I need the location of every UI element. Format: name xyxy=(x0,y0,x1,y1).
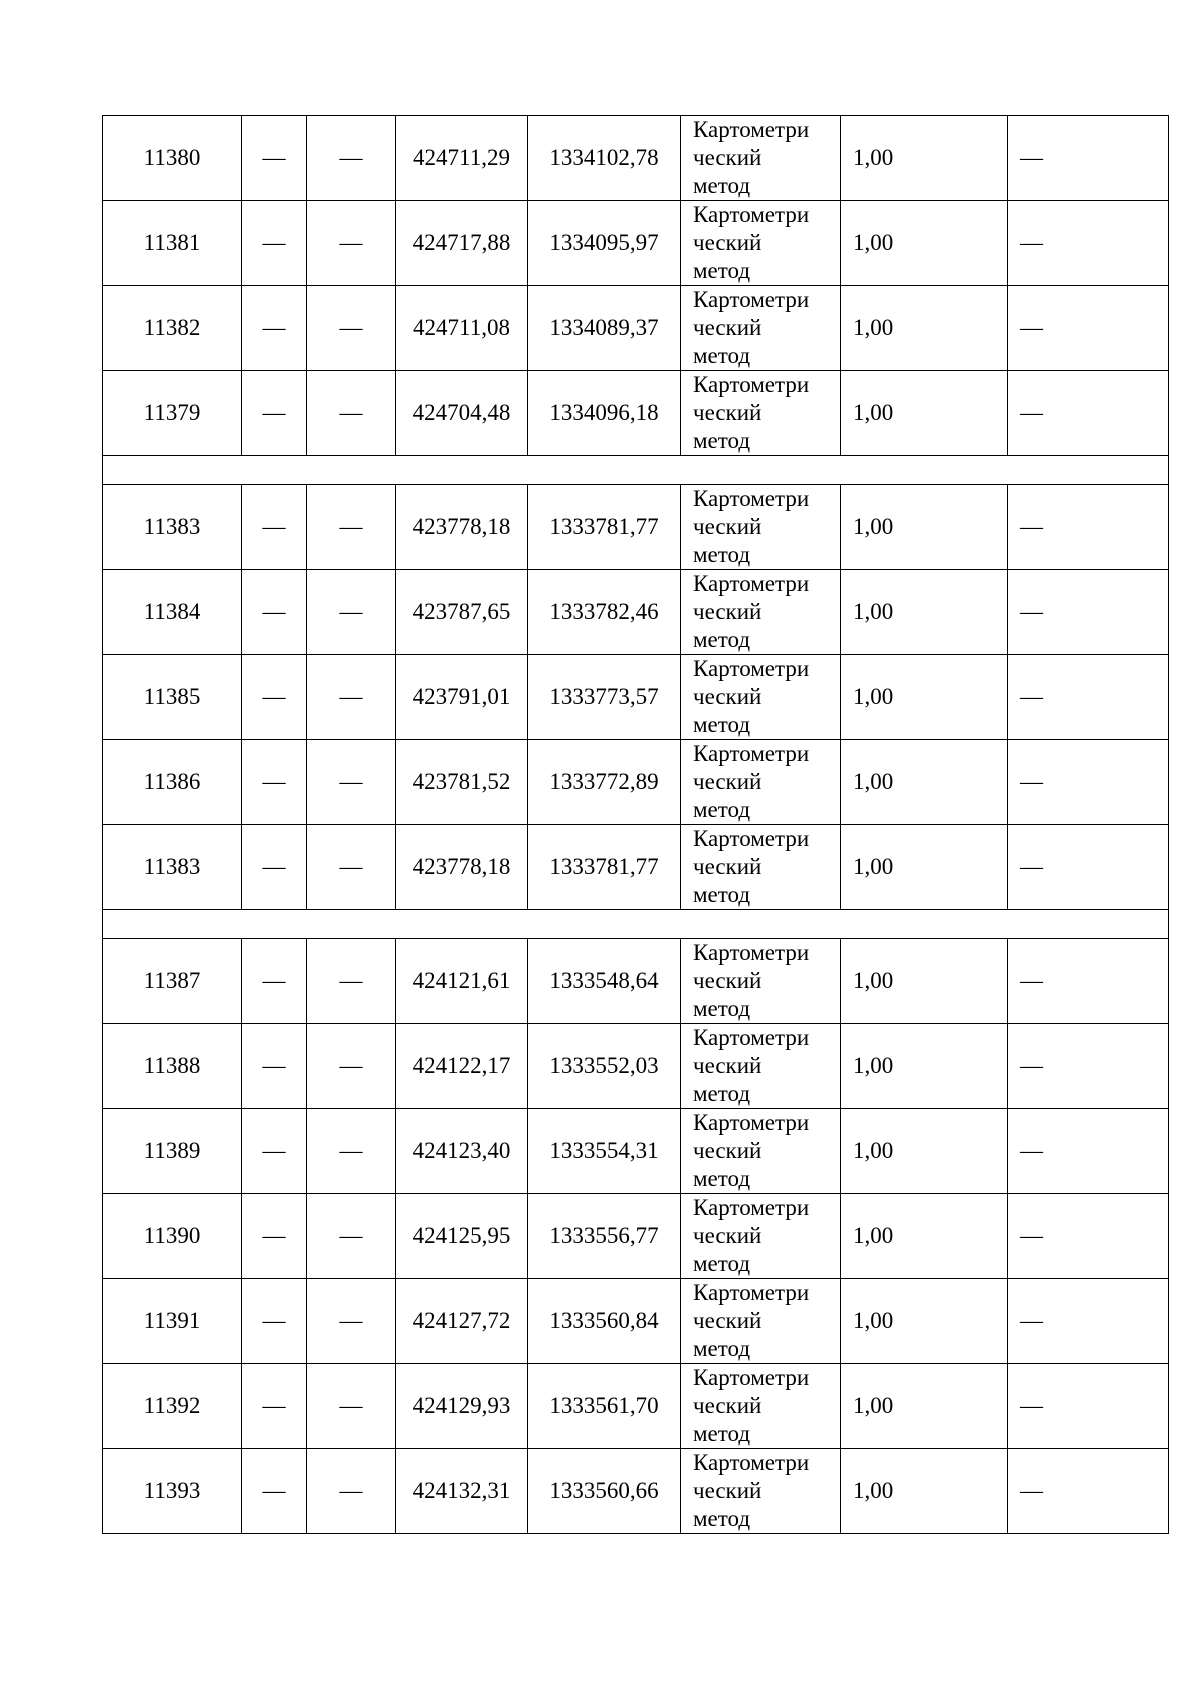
existing-y-cell: — xyxy=(307,570,396,655)
note-cell: — xyxy=(1008,286,1169,371)
note-cell: — xyxy=(1008,939,1169,1024)
table-row xyxy=(103,1194,1169,1279)
table-row xyxy=(103,939,1169,1024)
point-number-cell: 11392 xyxy=(103,1364,242,1449)
accuracy-cell: 1,00 xyxy=(841,286,1008,371)
new-y-cell: 1334096,18 xyxy=(528,371,681,456)
point-number-cell: 11380 xyxy=(103,116,242,201)
note-cell: — xyxy=(1008,570,1169,655)
point-number-cell: 11383 xyxy=(103,825,242,910)
accuracy-cell: 1,00 xyxy=(841,740,1008,825)
point-number-cell: 11389 xyxy=(103,1109,242,1194)
table-row xyxy=(103,371,1169,456)
existing-x-cell: — xyxy=(242,740,307,825)
table-row xyxy=(103,1449,1169,1534)
new-x-cell: 424122,17 xyxy=(396,1024,528,1109)
accuracy-cell: 1,00 xyxy=(841,485,1008,570)
accuracy-cell: 1,00 xyxy=(841,1449,1008,1534)
accuracy-cell: 1,00 xyxy=(841,655,1008,740)
accuracy-cell: 1,00 xyxy=(841,371,1008,456)
existing-y-cell: — xyxy=(307,116,396,201)
new-x-cell: 424127,72 xyxy=(396,1279,528,1364)
new-y-cell: 1334095,97 xyxy=(528,201,681,286)
existing-x-cell: — xyxy=(242,201,307,286)
accuracy-cell: 1,00 xyxy=(841,1279,1008,1364)
table-row xyxy=(103,1364,1169,1449)
note-cell: — xyxy=(1008,1024,1169,1109)
method-cell: Картометри ческий метод xyxy=(681,1279,841,1364)
point-number-cell: 11381 xyxy=(103,201,242,286)
existing-x-cell: — xyxy=(242,286,307,371)
existing-x-cell: — xyxy=(242,1364,307,1449)
method-cell: Картометри ческий метод xyxy=(681,286,841,371)
new-y-cell: 1333773,57 xyxy=(528,655,681,740)
point-number-cell: 11383 xyxy=(103,485,242,570)
group-separator-cell xyxy=(103,910,1169,939)
note-cell: — xyxy=(1008,1109,1169,1194)
new-x-cell: 424711,08 xyxy=(396,286,528,371)
accuracy-cell: 1,00 xyxy=(841,201,1008,286)
point-number-cell: 11387 xyxy=(103,939,242,1024)
existing-y-cell: — xyxy=(307,939,396,1024)
accuracy-cell: 1,00 xyxy=(841,1364,1008,1449)
new-y-cell: 1333556,77 xyxy=(528,1194,681,1279)
accuracy-cell: 1,00 xyxy=(841,570,1008,655)
new-y-cell: 1333552,03 xyxy=(528,1024,681,1109)
existing-y-cell: — xyxy=(307,825,396,910)
existing-x-cell: — xyxy=(242,825,307,910)
existing-x-cell: — xyxy=(242,939,307,1024)
note-cell: — xyxy=(1008,655,1169,740)
point-number-cell: 11386 xyxy=(103,740,242,825)
table-row xyxy=(103,286,1169,371)
existing-x-cell: — xyxy=(242,116,307,201)
table-body xyxy=(103,116,1169,1534)
method-cell: Картометри ческий метод xyxy=(681,116,841,201)
method-cell: Картометри ческий метод xyxy=(681,825,841,910)
point-number-cell: 11379 xyxy=(103,371,242,456)
new-x-cell: 424704,48 xyxy=(396,371,528,456)
coordinates-table xyxy=(102,115,1169,1534)
note-cell: — xyxy=(1008,1194,1169,1279)
existing-y-cell: — xyxy=(307,1449,396,1534)
note-cell: — xyxy=(1008,1364,1169,1449)
existing-y-cell: — xyxy=(307,655,396,740)
new-x-cell: 424711,29 xyxy=(396,116,528,201)
point-number-cell: 11385 xyxy=(103,655,242,740)
table-row xyxy=(103,570,1169,655)
note-cell: — xyxy=(1008,825,1169,910)
note-cell: — xyxy=(1008,116,1169,201)
new-x-cell: 424132,31 xyxy=(396,1449,528,1534)
note-cell: — xyxy=(1008,1279,1169,1364)
accuracy-cell: 1,00 xyxy=(841,939,1008,1024)
table-row xyxy=(103,825,1169,910)
table-row xyxy=(103,485,1169,570)
group-separator-row xyxy=(103,456,1169,485)
existing-y-cell: — xyxy=(307,1024,396,1109)
new-x-cell: 424129,93 xyxy=(396,1364,528,1449)
table-row xyxy=(103,655,1169,740)
new-y-cell: 1334089,37 xyxy=(528,286,681,371)
method-cell: Картометри ческий метод xyxy=(681,485,841,570)
point-number-cell: 11390 xyxy=(103,1194,242,1279)
method-cell: Картометри ческий метод xyxy=(681,570,841,655)
note-cell: — xyxy=(1008,740,1169,825)
table-row xyxy=(103,740,1169,825)
new-y-cell: 1333772,89 xyxy=(528,740,681,825)
existing-y-cell: — xyxy=(307,201,396,286)
method-cell: Картометри ческий метод xyxy=(681,1194,841,1279)
new-y-cell: 1333560,66 xyxy=(528,1449,681,1534)
group-separator-row xyxy=(103,910,1169,939)
new-y-cell: 1333554,31 xyxy=(528,1109,681,1194)
existing-y-cell: — xyxy=(307,1364,396,1449)
accuracy-cell: 1,00 xyxy=(841,1109,1008,1194)
point-number-cell: 11382 xyxy=(103,286,242,371)
new-x-cell: 423791,01 xyxy=(396,655,528,740)
new-x-cell: 424123,40 xyxy=(396,1109,528,1194)
existing-y-cell: — xyxy=(307,286,396,371)
note-cell: — xyxy=(1008,485,1169,570)
method-cell: Картометри ческий метод xyxy=(681,1364,841,1449)
table-row xyxy=(103,116,1169,201)
existing-x-cell: — xyxy=(242,485,307,570)
new-y-cell: 1333782,46 xyxy=(528,570,681,655)
new-x-cell: 424121,61 xyxy=(396,939,528,1024)
table-row xyxy=(103,1279,1169,1364)
note-cell: — xyxy=(1008,371,1169,456)
point-number-cell: 11384 xyxy=(103,570,242,655)
point-number-cell: 11388 xyxy=(103,1024,242,1109)
method-cell: Картометри ческий метод xyxy=(681,201,841,286)
group-separator-cell xyxy=(103,456,1169,485)
accuracy-cell: 1,00 xyxy=(841,1194,1008,1279)
point-number-cell: 11391 xyxy=(103,1279,242,1364)
new-y-cell: 1334102,78 xyxy=(528,116,681,201)
table-row xyxy=(103,1024,1169,1109)
table-row xyxy=(103,201,1169,286)
method-cell: Картометри ческий метод xyxy=(681,371,841,456)
existing-y-cell: — xyxy=(307,485,396,570)
new-x-cell: 424717,88 xyxy=(396,201,528,286)
existing-y-cell: — xyxy=(307,1279,396,1364)
existing-y-cell: — xyxy=(307,1109,396,1194)
existing-x-cell: — xyxy=(242,1024,307,1109)
existing-y-cell: — xyxy=(307,371,396,456)
note-cell: — xyxy=(1008,201,1169,286)
new-x-cell: 423787,65 xyxy=(396,570,528,655)
new-y-cell: 1333781,77 xyxy=(528,485,681,570)
existing-x-cell: — xyxy=(242,570,307,655)
method-cell: Картометри ческий метод xyxy=(681,740,841,825)
new-x-cell: 423778,18 xyxy=(396,825,528,910)
existing-x-cell: — xyxy=(242,1449,307,1534)
new-x-cell: 423781,52 xyxy=(396,740,528,825)
existing-x-cell: — xyxy=(242,371,307,456)
new-x-cell: 423778,18 xyxy=(396,485,528,570)
new-y-cell: 1333561,70 xyxy=(528,1364,681,1449)
new-x-cell: 424125,95 xyxy=(396,1194,528,1279)
existing-y-cell: — xyxy=(307,740,396,825)
existing-x-cell: — xyxy=(242,655,307,740)
new-y-cell: 1333548,64 xyxy=(528,939,681,1024)
method-cell: Картометри ческий метод xyxy=(681,1024,841,1109)
new-y-cell: 1333560,84 xyxy=(528,1279,681,1364)
accuracy-cell: 1,00 xyxy=(841,1024,1008,1109)
new-y-cell: 1333781,77 xyxy=(528,825,681,910)
existing-x-cell: — xyxy=(242,1279,307,1364)
existing-x-cell: — xyxy=(242,1194,307,1279)
existing-x-cell: — xyxy=(242,1109,307,1194)
accuracy-cell: 1,00 xyxy=(841,116,1008,201)
method-cell: Картометри ческий метод xyxy=(681,655,841,740)
table-row xyxy=(103,1109,1169,1194)
method-cell: Картометри ческий метод xyxy=(681,1449,841,1534)
accuracy-cell: 1,00 xyxy=(841,825,1008,910)
point-number-cell: 11393 xyxy=(103,1449,242,1534)
existing-y-cell: — xyxy=(307,1194,396,1279)
method-cell: Картометри ческий метод xyxy=(681,939,841,1024)
note-cell: — xyxy=(1008,1449,1169,1534)
method-cell: Картометри ческий метод xyxy=(681,1109,841,1194)
